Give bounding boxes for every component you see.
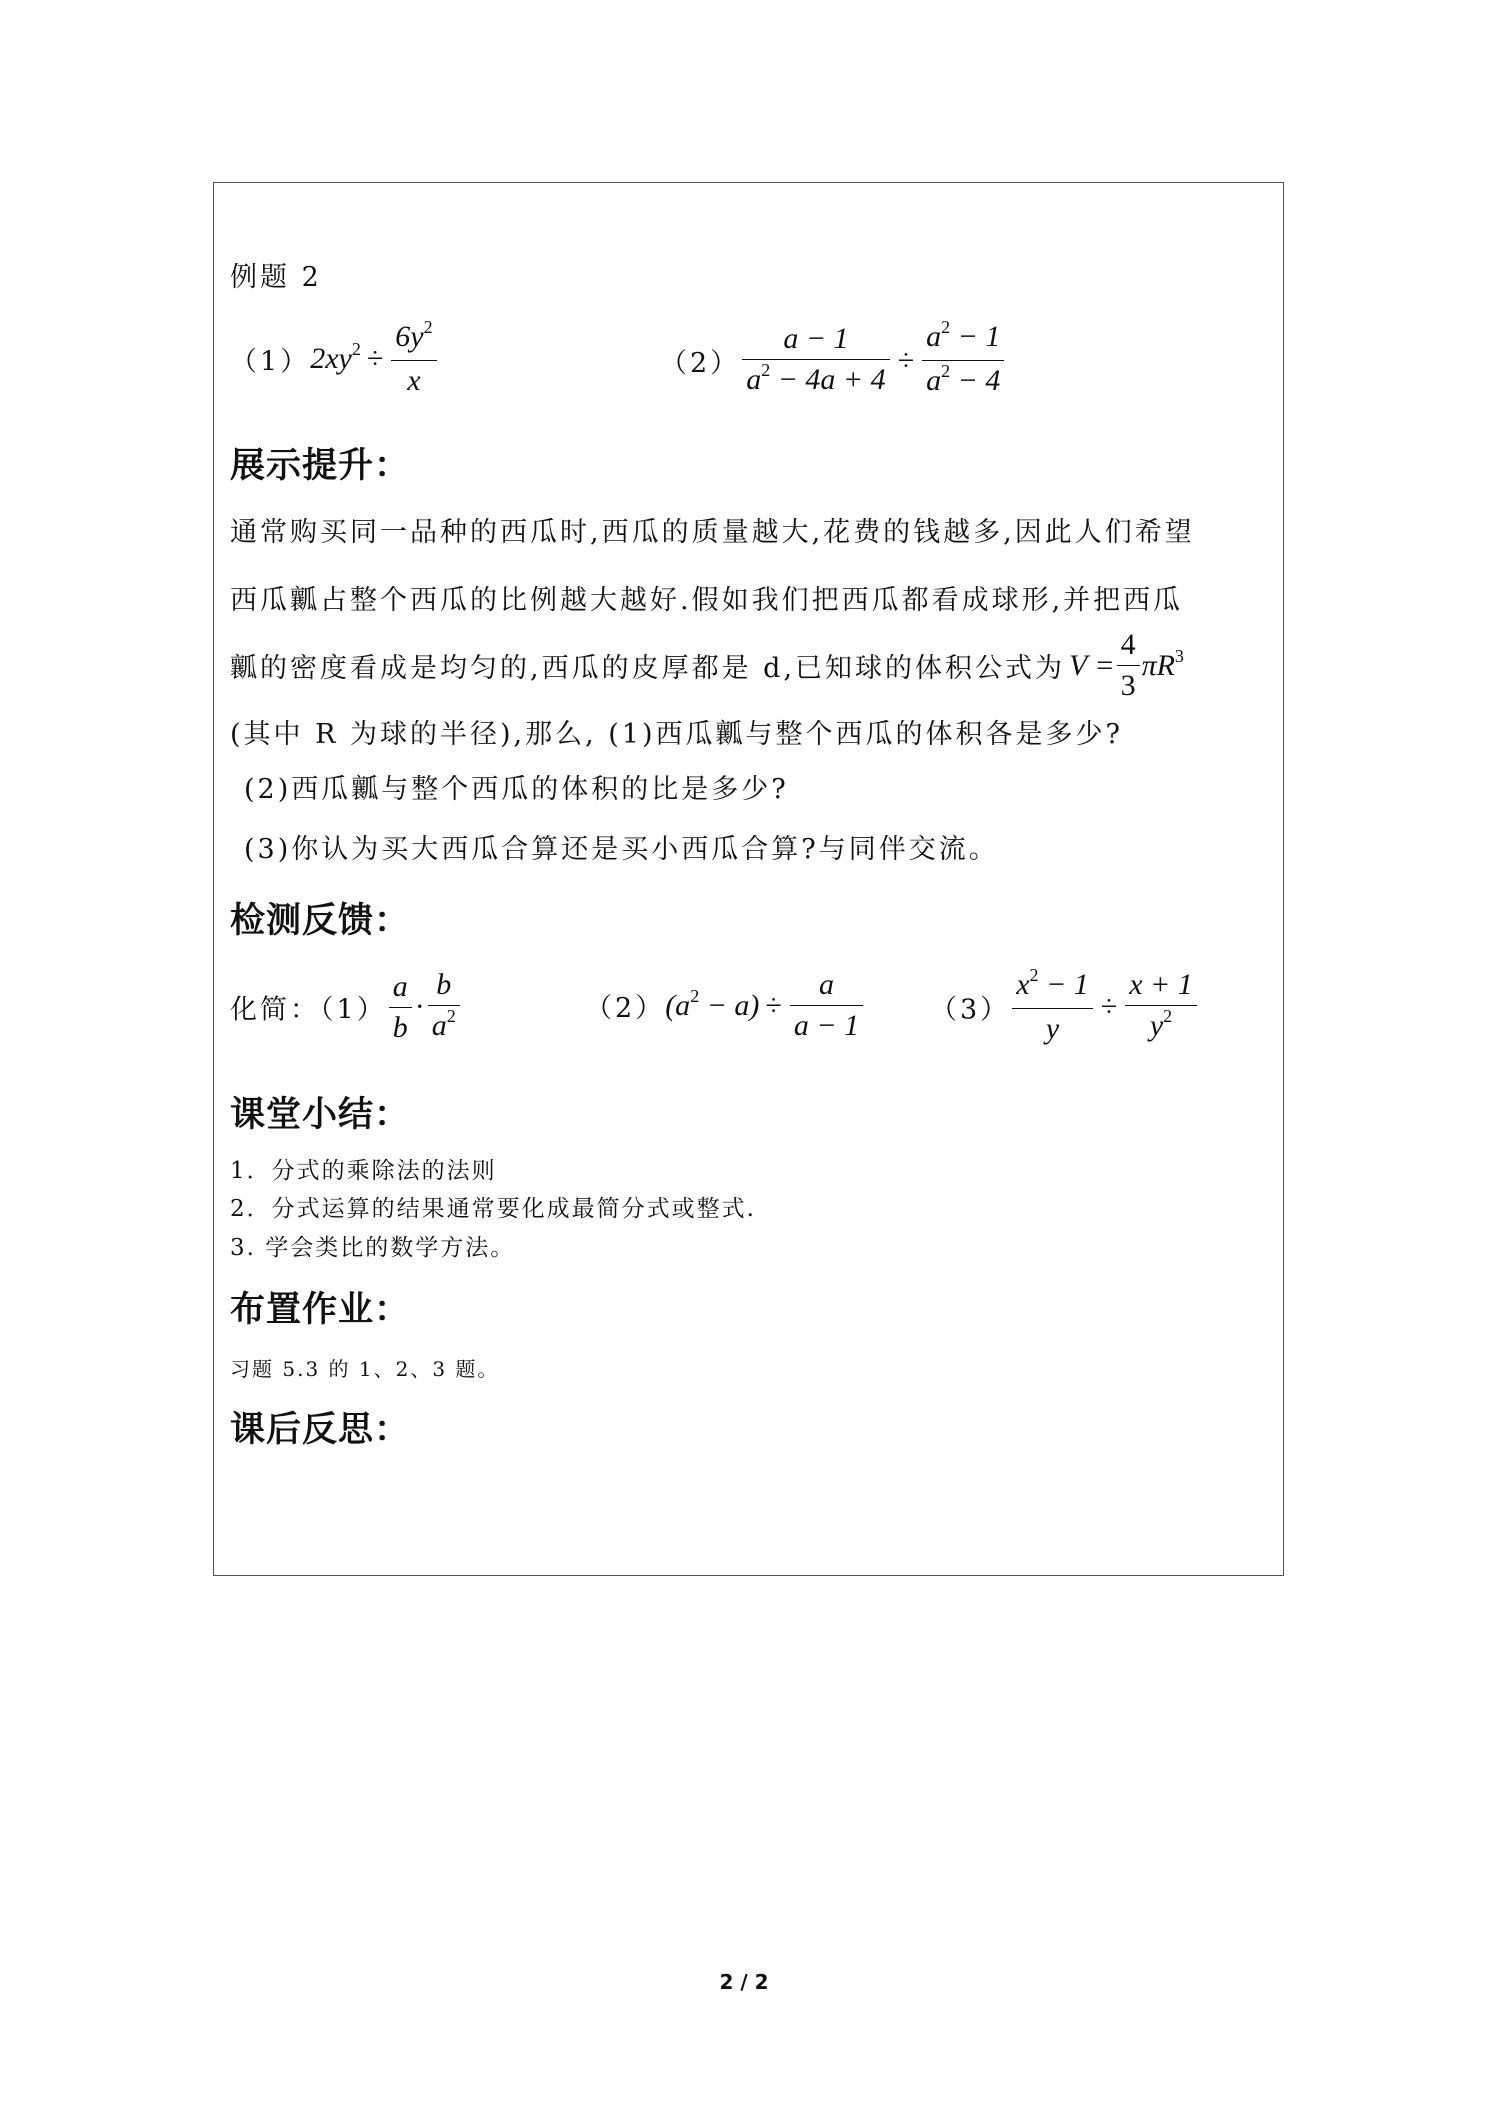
q3-fraction-1 xyxy=(1012,965,1093,1046)
p2-f1-den-a: a xyxy=(746,362,762,396)
summary-item-1: 1．分式的乘除法的法则 xyxy=(230,1158,497,1184)
p2-f2-den-b: − 4 xyxy=(950,364,1001,397)
volume-formula-rhs: πR xyxy=(1141,648,1175,682)
q3-fraction-2 xyxy=(1125,968,1197,1046)
p2-f2-num-exp: 2 xyxy=(941,317,951,337)
example-title: 例题 2 xyxy=(230,262,322,293)
q3-f2-den: y xyxy=(1149,1009,1164,1042)
volume-formula-den: 3 xyxy=(1120,669,1136,702)
p2-fraction-2 xyxy=(922,317,1004,401)
p1-denominator: x xyxy=(407,364,421,397)
volume-formula-fraction xyxy=(1117,628,1140,703)
p1-lhs: 2xy xyxy=(310,342,352,375)
feedback-problem-1 xyxy=(230,968,462,1046)
q3-f1-num-a: x xyxy=(1016,968,1030,1001)
q1-dot: · xyxy=(414,990,425,1023)
q2-num: a xyxy=(819,968,835,1001)
problem-1-label: （1） xyxy=(230,346,311,378)
q3-label: （3） xyxy=(930,994,1011,1026)
q2-lhs-exp: 2 xyxy=(690,985,700,1006)
q1-f1-num: a xyxy=(392,969,408,1003)
showcase-line-2: 西瓜瓤占整个西瓜的比例越大越好.假如我们把西瓜都看成球形,并把西瓜 xyxy=(230,585,1184,616)
showcase-heading: 展示提升： xyxy=(230,446,411,486)
example-problem-1 xyxy=(230,317,439,398)
q3-f2-den-exp: 2 xyxy=(1163,1006,1173,1026)
showcase-line-3 xyxy=(230,628,1184,703)
p2-f1-den-exp: 2 xyxy=(761,359,771,380)
q3-divide-sign: ÷ xyxy=(1100,990,1118,1023)
p2-f1-den-b: − 4a + 4 xyxy=(770,362,886,396)
showcase-line-3-text: 瓤的密度看成是均匀的,西瓜的皮厚都是 d,已知球的体积公式为 xyxy=(230,653,1066,684)
q3-f1-den: y xyxy=(1045,1012,1060,1045)
volume-formula-exp: 3 xyxy=(1174,645,1184,666)
p1-divide-sign: ÷ xyxy=(366,342,384,375)
summary-heading: 课堂小结： xyxy=(230,1095,411,1135)
homework-text: 习题 5.3 的 1、2、3 题。 xyxy=(230,1357,500,1381)
p1-numerator-exp: 2 xyxy=(423,317,433,337)
feedback-problem-2 xyxy=(585,968,865,1043)
q2-divide-sign: ÷ xyxy=(765,988,782,1022)
page-number: 2 / 2 xyxy=(719,1970,769,1994)
summary-item-2: 2．分式运算的结果通常要化成最简分式或整式. xyxy=(230,1196,756,1222)
p2-f2-num-a: a xyxy=(926,320,942,353)
p2-f2-num-b: − 1 xyxy=(950,320,1001,353)
p2-f2-den-a: a xyxy=(926,364,942,397)
q2-lhs-b: − a) xyxy=(699,988,760,1022)
summary-item-3: 3. 学会类比的数学方法。 xyxy=(230,1235,516,1261)
q2-den: a − 1 xyxy=(793,1009,860,1042)
p1-numerator: 6y xyxy=(395,320,424,353)
volume-formula-num: 4 xyxy=(1120,628,1136,661)
showcase-line-4: (其中 R 为球的半径),那么, (1)西瓜瓤与整个西瓜的体积各是多少? xyxy=(230,719,1124,750)
q3-f1-num-b: − 1 xyxy=(1038,968,1089,1001)
homework-heading: 布置作业： xyxy=(230,1290,411,1330)
p1-fraction xyxy=(391,317,436,398)
p2-fraction-1 xyxy=(742,322,890,400)
feedback-problem-3 xyxy=(930,965,1199,1046)
feedback-heading: 检测反馈： xyxy=(230,901,411,941)
p2-divide-sign: ÷ xyxy=(897,343,915,377)
q1-fraction-1 xyxy=(389,970,412,1045)
q1-f2-den: a xyxy=(431,1009,447,1042)
p2-f2-den-exp: 2 xyxy=(941,361,951,381)
q3-f1-num-exp: 2 xyxy=(1029,965,1039,985)
feedback-prefix: 化简：（1） xyxy=(230,994,387,1026)
volume-formula-lhs: V = xyxy=(1069,648,1115,682)
q3-f2-num: x + 1 xyxy=(1129,968,1193,1001)
q2-lhs-a: (a xyxy=(665,988,691,1022)
problem-2-label: （2） xyxy=(660,348,741,379)
showcase-line-1: 通常购买同一品种的西瓜时,西瓜的质量越大,花费的钱越多,因此人们希望 xyxy=(230,517,1195,548)
p1-lhs-exp: 2 xyxy=(351,339,361,359)
q1-f1-den: b xyxy=(392,1010,408,1044)
p2-f1-numerator: a − 1 xyxy=(783,321,849,355)
q2-fraction xyxy=(790,968,863,1043)
showcase-line-6: (3)你认为买大西瓜合算还是买小西瓜合算?与同伴交流。 xyxy=(244,834,999,865)
showcase-line-5: (2)西瓜瓤与整个西瓜的体积的比是多少? xyxy=(244,774,789,805)
q1-f2-num: b xyxy=(436,968,452,1001)
q2-label: （2） xyxy=(585,993,666,1024)
example-problem-2 xyxy=(660,317,1006,401)
q1-f2-den-exp: 2 xyxy=(446,1006,456,1026)
q1-fraction-2 xyxy=(428,968,460,1046)
reflection-heading: 课后反思： xyxy=(230,1410,411,1450)
